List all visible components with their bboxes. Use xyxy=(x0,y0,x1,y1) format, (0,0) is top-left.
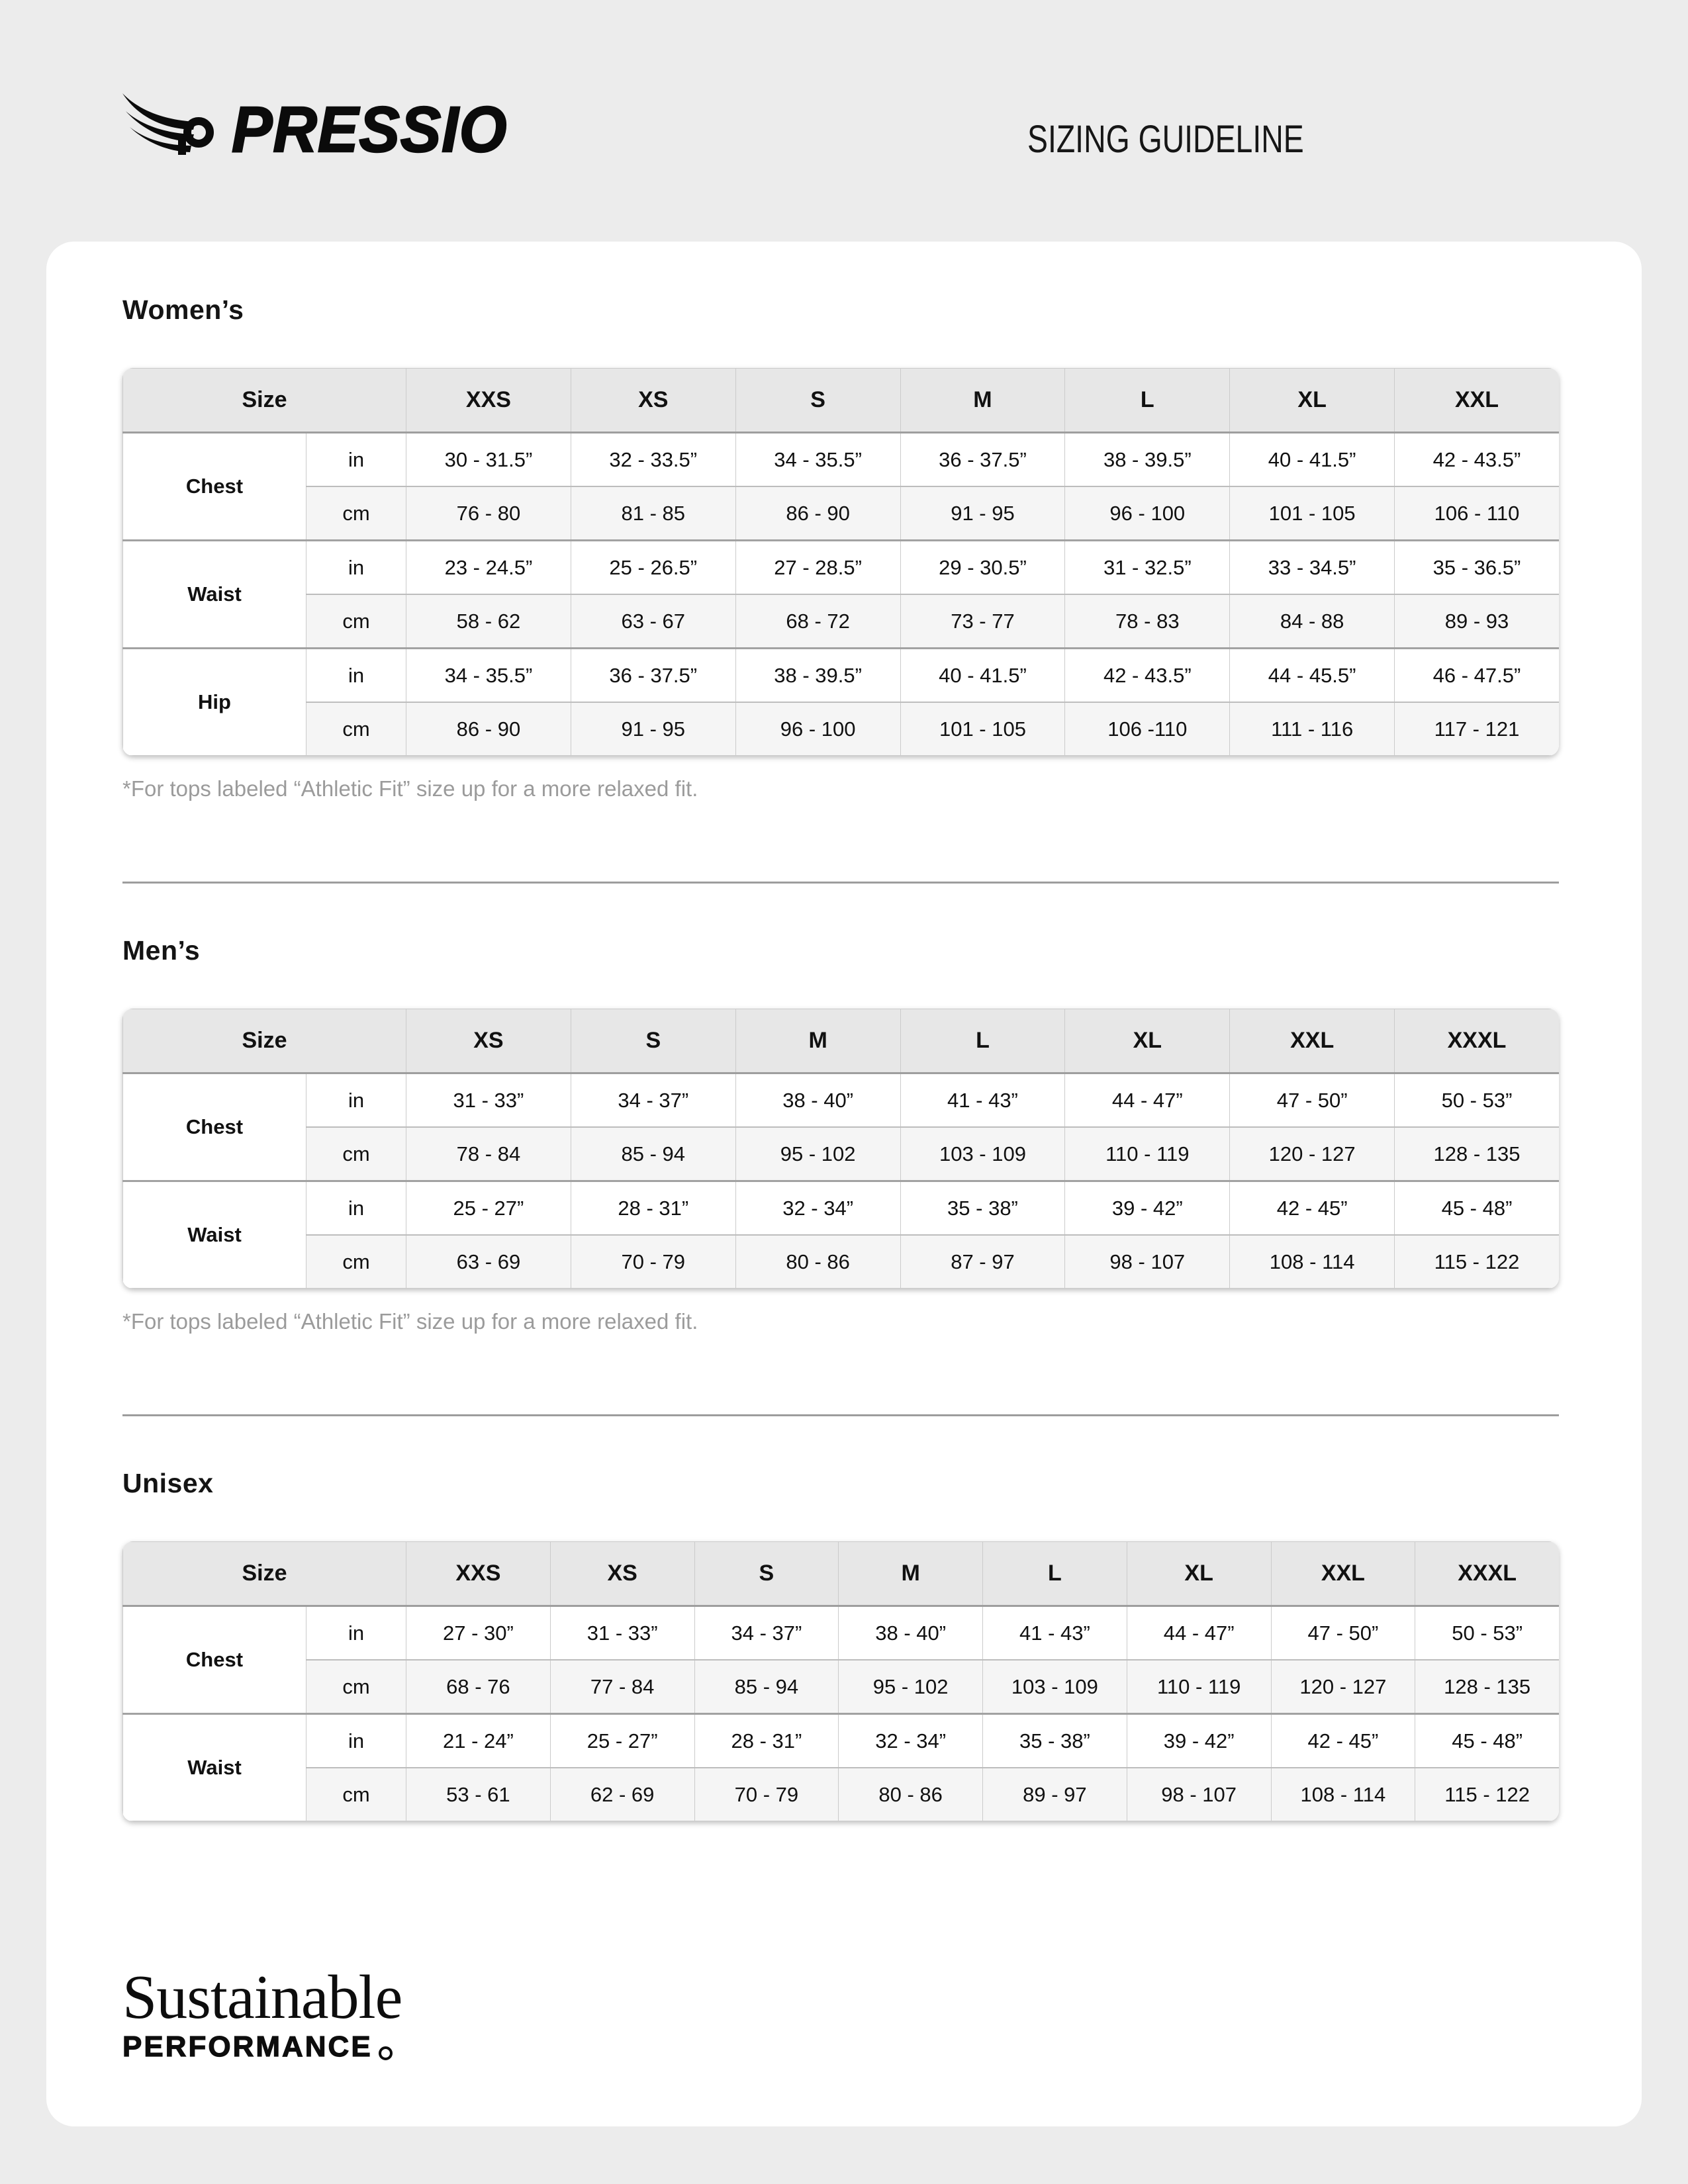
unit-label: cm xyxy=(306,1768,406,1821)
size-value: 128 - 135 xyxy=(1395,1127,1559,1181)
size-value: 39 - 42” xyxy=(1127,1714,1271,1768)
size-header-cell: XXXL xyxy=(1415,1542,1559,1606)
section-unisex xyxy=(122,1468,1566,1821)
size-value: 62 - 69 xyxy=(550,1768,694,1821)
size-header-cell: XXS xyxy=(406,1542,551,1606)
size-value: 53 - 61 xyxy=(406,1768,551,1821)
size-value: 89 - 93 xyxy=(1395,594,1559,649)
size-value: 40 - 41.5” xyxy=(1230,433,1395,487)
size-value: 32 - 33.5” xyxy=(571,433,735,487)
size-value: 35 - 38” xyxy=(900,1181,1065,1236)
size-value: 110 - 119 xyxy=(1065,1127,1230,1181)
section-title: Women’s xyxy=(122,295,244,325)
size-value: 110 - 119 xyxy=(1127,1660,1271,1714)
unit-label: in xyxy=(306,1073,406,1128)
size-header-cell: XXL xyxy=(1230,1009,1395,1073)
size-value: 31 - 32.5” xyxy=(1065,541,1230,595)
size-value: 34 - 35.5” xyxy=(406,649,571,703)
measurement-label: Waist xyxy=(123,1181,306,1289)
size-value: 33 - 34.5” xyxy=(1230,541,1395,595)
size-value: 34 - 37” xyxy=(694,1606,839,1661)
size-value: 28 - 31” xyxy=(694,1714,839,1768)
size-value: 41 - 43” xyxy=(900,1073,1065,1128)
size-value: 115 - 122 xyxy=(1415,1768,1559,1821)
size-value: 98 - 107 xyxy=(1127,1768,1271,1821)
size-value: 47 - 50” xyxy=(1230,1073,1395,1128)
size-value: 101 - 105 xyxy=(900,702,1065,756)
size-value: 40 - 41.5” xyxy=(900,649,1065,703)
size-header-cell: L xyxy=(983,1542,1127,1606)
athletic-fit-note: *For tops labeled “Athletic Fit” size up for a more relaxed fit. xyxy=(122,776,698,801)
unit-label: in xyxy=(306,541,406,595)
size-value: 29 - 30.5” xyxy=(900,541,1065,595)
unit-label: cm xyxy=(306,594,406,649)
measurement-label: Waist xyxy=(123,541,306,649)
size-value: 108 - 114 xyxy=(1230,1235,1395,1289)
footer-logo xyxy=(122,1963,1566,2064)
size-value: 128 - 135 xyxy=(1415,1660,1559,1714)
size-value: 68 - 76 xyxy=(406,1660,551,1714)
size-value: 38 - 40” xyxy=(735,1073,900,1128)
brand-wordmark: PRESSIO xyxy=(232,93,508,165)
size-value: 31 - 33” xyxy=(406,1073,571,1128)
size-header-cell: XS xyxy=(571,369,735,433)
mens-size-table xyxy=(122,1009,1559,1289)
size-value: 120 - 127 xyxy=(1230,1127,1395,1181)
size-value: 47 - 50” xyxy=(1271,1606,1415,1661)
unit-label: cm xyxy=(306,1660,406,1714)
size-value: 95 - 102 xyxy=(735,1127,900,1181)
unit-label: cm xyxy=(306,1127,406,1181)
size-value: 31 - 33” xyxy=(550,1606,694,1661)
size-value: 86 - 90 xyxy=(735,486,900,541)
measurement-label: Hip xyxy=(123,649,306,756)
size-header-cell: XL xyxy=(1127,1542,1271,1606)
size-value: 36 - 37.5” xyxy=(900,433,1065,487)
size-value: 34 - 35.5” xyxy=(735,433,900,487)
size-value: 38 - 39.5” xyxy=(1065,433,1230,487)
circle-mark-icon xyxy=(379,2046,393,2060)
size-value: 86 - 90 xyxy=(406,702,571,756)
size-value: 50 - 53” xyxy=(1395,1073,1559,1128)
footer-performance-label: PERFORMANCE xyxy=(122,2030,373,2064)
size-header-cell: XL xyxy=(1230,369,1395,433)
section-title: Men’s xyxy=(122,935,201,966)
size-value: 42 - 45” xyxy=(1271,1714,1415,1768)
size-value: 120 - 127 xyxy=(1271,1660,1415,1714)
size-value: 106 - 110 xyxy=(1395,486,1559,541)
size-value: 25 - 27” xyxy=(406,1181,571,1236)
size-value: 38 - 39.5” xyxy=(735,649,900,703)
size-value: 96 - 100 xyxy=(1065,486,1230,541)
size-value: 32 - 34” xyxy=(735,1181,900,1236)
size-value: 42 - 43.5” xyxy=(1395,433,1559,487)
size-value: 63 - 67 xyxy=(571,594,735,649)
unit-label: in xyxy=(306,1714,406,1768)
size-header-cell: XS xyxy=(550,1542,694,1606)
size-value: 81 - 85 xyxy=(571,486,735,541)
size-value: 23 - 24.5” xyxy=(406,541,571,595)
size-value: 38 - 40” xyxy=(839,1606,983,1661)
size-value: 85 - 94 xyxy=(571,1127,735,1181)
unit-label: cm xyxy=(306,486,406,541)
unisex-size-table xyxy=(122,1541,1559,1821)
unit-label: cm xyxy=(306,702,406,756)
size-header-cell: XXXL xyxy=(1395,1009,1559,1073)
size-header-cell: XL xyxy=(1065,1009,1230,1073)
size-value: 44 - 45.5” xyxy=(1230,649,1395,703)
size-value: 42 - 43.5” xyxy=(1065,649,1230,703)
size-value: 91 - 95 xyxy=(571,702,735,756)
page-header xyxy=(0,0,1688,242)
measurement-label: Chest xyxy=(123,1606,306,1714)
size-value: 63 - 69 xyxy=(406,1235,571,1289)
size-value: 89 - 97 xyxy=(983,1768,1127,1821)
size-value: 103 - 109 xyxy=(983,1660,1127,1714)
size-value: 98 - 107 xyxy=(1065,1235,1230,1289)
section-womens xyxy=(122,295,1566,802)
content-card xyxy=(46,242,1642,2126)
size-value: 73 - 77 xyxy=(900,594,1065,649)
size-value: 25 - 26.5” xyxy=(571,541,735,595)
section-mens xyxy=(122,935,1566,1335)
size-column-header: Size xyxy=(123,1542,406,1606)
size-value: 34 - 37” xyxy=(571,1073,735,1128)
size-value: 95 - 102 xyxy=(839,1660,983,1714)
size-value: 117 - 121 xyxy=(1395,702,1559,756)
measurement-label: Chest xyxy=(123,433,306,541)
size-header-cell: M xyxy=(839,1542,983,1606)
section-divider xyxy=(122,882,1559,884)
size-header-cell: S xyxy=(571,1009,735,1073)
size-header-cell: M xyxy=(900,369,1065,433)
size-value: 45 - 48” xyxy=(1395,1181,1559,1236)
size-header-cell: XXL xyxy=(1271,1542,1415,1606)
unit-label: in xyxy=(306,433,406,487)
brand-logo xyxy=(121,93,522,165)
size-value: 28 - 31” xyxy=(571,1181,735,1236)
size-value: 77 - 84 xyxy=(550,1660,694,1714)
unit-label: in xyxy=(306,1606,406,1661)
size-header-cell: M xyxy=(735,1009,900,1073)
size-header-cell: L xyxy=(1065,369,1230,433)
size-value: 35 - 38” xyxy=(983,1714,1127,1768)
size-header-cell: XXL xyxy=(1395,369,1559,433)
size-value: 44 - 47” xyxy=(1127,1606,1271,1661)
size-column-header: Size xyxy=(123,369,406,433)
size-value: 39 - 42” xyxy=(1065,1181,1230,1236)
footer-sustainable-text: Sustainable xyxy=(122,1963,402,2032)
size-value: 91 - 95 xyxy=(900,486,1065,541)
size-value: 101 - 105 xyxy=(1230,486,1395,541)
size-value: 68 - 72 xyxy=(735,594,900,649)
size-value: 46 - 47.5” xyxy=(1395,649,1559,703)
unit-label: in xyxy=(306,1181,406,1236)
size-value: 78 - 84 xyxy=(406,1127,571,1181)
size-value: 96 - 100 xyxy=(735,702,900,756)
section-divider xyxy=(122,1414,1559,1416)
size-header-cell: S xyxy=(694,1542,839,1606)
section-title: Unisex xyxy=(122,1468,214,1498)
size-value: 87 - 97 xyxy=(900,1235,1065,1289)
page-title: SIZING GUIDELINE xyxy=(1027,118,1304,161)
size-header-cell: XXS xyxy=(406,369,571,433)
size-value: 76 - 80 xyxy=(406,486,571,541)
size-value: 78 - 83 xyxy=(1065,594,1230,649)
size-value: 115 - 122 xyxy=(1395,1235,1559,1289)
size-value: 44 - 47” xyxy=(1065,1073,1230,1128)
size-value: 111 - 116 xyxy=(1230,702,1395,756)
unit-label: cm xyxy=(306,1235,406,1289)
measurement-label: Waist xyxy=(123,1714,306,1821)
size-header-cell: XS xyxy=(406,1009,571,1073)
pressio-wing-icon xyxy=(121,93,214,155)
athletic-fit-note: *For tops labeled “Athletic Fit” size up for a more relaxed fit. xyxy=(122,1309,698,1334)
size-value: 42 - 45” xyxy=(1230,1181,1395,1236)
size-value: 41 - 43” xyxy=(983,1606,1127,1661)
size-value: 27 - 28.5” xyxy=(735,541,900,595)
size-value: 35 - 36.5” xyxy=(1395,541,1559,595)
size-value: 32 - 34” xyxy=(839,1714,983,1768)
size-value: 84 - 88 xyxy=(1230,594,1395,649)
size-value: 25 - 27” xyxy=(550,1714,694,1768)
size-value: 58 - 62 xyxy=(406,594,571,649)
size-value: 106 -110 xyxy=(1065,702,1230,756)
size-header-cell: S xyxy=(735,369,900,433)
measurement-label: Chest xyxy=(123,1073,306,1181)
size-value: 85 - 94 xyxy=(694,1660,839,1714)
size-value: 80 - 86 xyxy=(839,1768,983,1821)
unit-label: in xyxy=(306,649,406,703)
size-value: 45 - 48” xyxy=(1415,1714,1559,1768)
size-header-cell: L xyxy=(900,1009,1065,1073)
size-column-header: Size xyxy=(123,1009,406,1073)
size-value: 50 - 53” xyxy=(1415,1606,1559,1661)
size-value: 21 - 24” xyxy=(406,1714,551,1768)
size-value: 70 - 79 xyxy=(571,1235,735,1289)
size-value: 108 - 114 xyxy=(1271,1768,1415,1821)
size-value: 80 - 86 xyxy=(735,1235,900,1289)
size-value: 27 - 30” xyxy=(406,1606,551,1661)
womens-size-table xyxy=(122,368,1559,756)
size-value: 103 - 109 xyxy=(900,1127,1065,1181)
footer-performance-text xyxy=(122,2032,1566,2062)
size-value: 70 - 79 xyxy=(694,1768,839,1821)
size-value: 36 - 37.5” xyxy=(571,649,735,703)
size-value: 30 - 31.5” xyxy=(406,433,571,487)
